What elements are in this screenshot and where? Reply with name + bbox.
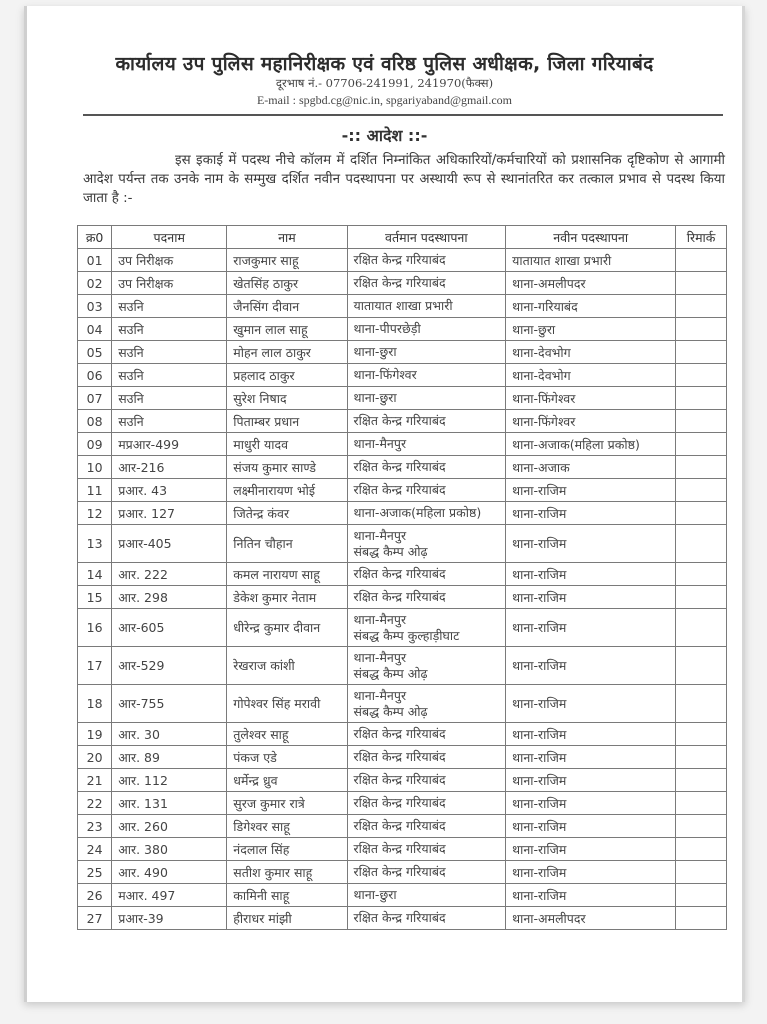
cell-new-posting: थाना-राजिम <box>506 479 676 502</box>
cell-new-posting: थाना-छुरा <box>506 318 676 341</box>
cell-serial: 08 <box>78 410 112 433</box>
cell-serial: 07 <box>78 387 112 410</box>
cell-post: आर-755 <box>112 685 227 723</box>
cell-name: हीराधर मांझी <box>227 907 347 930</box>
cell-name: कामिनी साहू <box>227 884 347 907</box>
cell-new-posting: थाना-अजाक <box>506 456 676 479</box>
cell-current-posting <box>347 525 506 563</box>
table-row <box>78 647 727 685</box>
cell-current-posting <box>347 249 506 272</box>
cell-post: आर. 490 <box>112 861 227 884</box>
cell-serial: 02 <box>78 272 112 295</box>
office-title: कार्यालय उप पुलिस महानिरीक्षक एवं वरिष्ठ पुलिस अधीक्षक, जिला गरियाबंद <box>115 53 654 75</box>
cell-remark <box>676 769 727 792</box>
current-posting-line: थाना-अजाक(महिला प्रकोष्ठ) <box>353 505 482 520</box>
column-header-current-posting: वर्तमान पदस्थापना <box>347 226 506 249</box>
cell-post: सउनि <box>112 364 227 387</box>
cell-serial: 13 <box>78 525 112 563</box>
table-row <box>78 609 727 647</box>
cell-remark <box>676 341 727 364</box>
cell-new-posting: थाना-फिंगेश्वर <box>506 387 676 410</box>
cell-name: जैनसिंग दीवान <box>227 295 347 318</box>
cell-remark <box>676 723 727 746</box>
cell-name: संजय कुमार साण्डे <box>227 456 347 479</box>
current-posting-line: रक्षित केन्द्र गरियाबंद <box>353 795 446 810</box>
cell-current-posting <box>347 792 506 815</box>
cell-serial: 22 <box>78 792 112 815</box>
table-row <box>78 815 727 838</box>
cell-post: आर. 298 <box>112 586 227 609</box>
cell-serial: 16 <box>78 609 112 647</box>
cell-remark <box>676 318 727 341</box>
cell-serial: 15 <box>78 586 112 609</box>
cell-current-posting <box>347 746 506 769</box>
cell-new-posting: थाना-फिंगेश्वर <box>506 410 676 433</box>
current-posting-line: रक्षित केन्द्र गरियाबंद <box>353 772 446 787</box>
cell-serial: 12 <box>78 502 112 525</box>
cell-current-posting <box>347 815 506 838</box>
current-posting-line: थाना-फिंगेश्वर <box>353 367 417 382</box>
cell-name: नितिन चौहान <box>227 525 347 563</box>
cell-post: आर. 131 <box>112 792 227 815</box>
cell-remark <box>676 364 727 387</box>
cell-new-posting: थाना-अमलीपदर <box>506 272 676 295</box>
cell-new-posting: थाना-राजिम <box>506 815 676 838</box>
cell-new-posting: थाना-राजिम <box>506 685 676 723</box>
header-divider <box>83 114 723 116</box>
cell-new-posting: थाना-राजिम <box>506 884 676 907</box>
cell-serial: 05 <box>78 341 112 364</box>
table-row <box>78 723 727 746</box>
current-posting-line: संबद्ध कैम्प ओढ़ <box>353 543 428 559</box>
table-row <box>78 364 727 387</box>
current-posting-line: रक्षित केन्द्र गरियाबंद <box>353 566 446 581</box>
cell-name: डिगेश्वर साहू <box>227 815 347 838</box>
cell-post: आर. 30 <box>112 723 227 746</box>
cell-name: पंकज एडे <box>227 746 347 769</box>
table-row <box>78 884 727 907</box>
table-row <box>78 861 727 884</box>
cell-remark <box>676 249 727 272</box>
cell-serial: 10 <box>78 456 112 479</box>
table-row <box>78 792 727 815</box>
cell-new-posting: थाना-राजिम <box>506 609 676 647</box>
cell-post: आर-216 <box>112 456 227 479</box>
cell-remark <box>676 479 727 502</box>
cell-post: आर-605 <box>112 609 227 647</box>
table-row <box>78 502 727 525</box>
cell-serial: 26 <box>78 884 112 907</box>
cell-post: प्रआर-39 <box>112 907 227 930</box>
cell-current-posting <box>347 838 506 861</box>
cell-serial: 18 <box>78 685 112 723</box>
cell-remark <box>676 410 727 433</box>
current-posting-line: थाना-मैनपुर <box>353 649 407 665</box>
table-row <box>78 586 727 609</box>
cell-current-posting <box>347 563 506 586</box>
cell-remark <box>676 884 727 907</box>
table-row <box>78 685 727 723</box>
cell-post: प्रआर. 127 <box>112 502 227 525</box>
column-header-post: पदनाम <box>112 226 227 249</box>
table-row <box>78 249 727 272</box>
table-header-row <box>78 226 727 249</box>
cell-remark <box>676 907 727 930</box>
cell-remark <box>676 456 727 479</box>
cell-new-posting: थाना-राजिम <box>506 838 676 861</box>
current-posting-line: यातायात शाखा प्रभारी <box>353 298 453 313</box>
cell-post: सउनि <box>112 318 227 341</box>
cell-current-posting <box>347 341 506 364</box>
current-posting-line: संबद्ध कैम्प ओढ़ <box>353 665 428 681</box>
order-paragraph <box>83 151 725 208</box>
cell-name: सुरज कुमार रात्रे <box>227 792 347 815</box>
cell-current-posting <box>347 769 506 792</box>
cell-current-posting <box>347 364 506 387</box>
cell-serial: 20 <box>78 746 112 769</box>
table-row <box>78 295 727 318</box>
cell-post: आर. 89 <box>112 746 227 769</box>
table-row <box>78 907 727 930</box>
cell-current-posting <box>347 456 506 479</box>
cell-name: सुरेश निषाद <box>227 387 347 410</box>
cell-remark <box>676 295 727 318</box>
cell-post: प्रआर-405 <box>112 525 227 563</box>
cell-current-posting <box>347 318 506 341</box>
cell-remark <box>676 433 727 456</box>
table-row <box>78 838 727 861</box>
cell-remark <box>676 685 727 723</box>
table-row <box>78 272 727 295</box>
cell-current-posting <box>347 609 506 647</box>
current-posting-line: रक्षित केन्द्र गरियाबंद <box>353 818 446 833</box>
table-row <box>78 746 727 769</box>
current-posting-line: थाना-छुरा <box>353 344 397 359</box>
column-header-remark: रिमार्क <box>676 226 727 249</box>
current-posting-line: रक्षित केन्द्र गरियाबंद <box>353 864 446 879</box>
cell-name: धीरेन्द्र कुमार दीवान <box>227 609 347 647</box>
cell-current-posting <box>347 272 506 295</box>
cell-serial: 06 <box>78 364 112 387</box>
current-posting-line: थाना-मैनपुर <box>353 527 407 543</box>
cell-post: आर-529 <box>112 647 227 685</box>
cell-current-posting <box>347 295 506 318</box>
cell-post: आर. 222 <box>112 563 227 586</box>
cell-name: कमल नारायण साहू <box>227 563 347 586</box>
cell-serial: 14 <box>78 563 112 586</box>
cell-name: खेतसिंह ठाकुर <box>227 272 347 295</box>
cell-serial: 19 <box>78 723 112 746</box>
cell-current-posting <box>347 907 506 930</box>
cell-current-posting <box>347 479 506 502</box>
current-posting-line: थाना-पीपरछेड़ी <box>353 321 421 336</box>
table-row <box>78 769 727 792</box>
cell-post: उप निरीक्षक <box>112 249 227 272</box>
cell-new-posting: थाना-राजिम <box>506 769 676 792</box>
cell-serial: 01 <box>78 249 112 272</box>
cell-current-posting <box>347 387 506 410</box>
cell-new-posting: थाना-अमलीपदर <box>506 907 676 930</box>
cell-serial: 23 <box>78 815 112 838</box>
current-posting-line: थाना-छुरा <box>353 390 397 405</box>
column-header-serial: क्र0 <box>78 226 112 249</box>
cell-current-posting <box>347 723 506 746</box>
current-posting-line: थाना-मैनपुर <box>353 611 407 627</box>
cell-name: रेखराज कांशी <box>227 647 347 685</box>
cell-current-posting <box>347 647 506 685</box>
cell-post: सउनि <box>112 410 227 433</box>
cell-new-posting: थाना-राजिम <box>506 525 676 563</box>
current-posting-line: रक्षित केन्द्र गरियाबंद <box>353 275 446 290</box>
current-posting-line: रक्षित केन्द्र गरियाबंद <box>353 482 446 497</box>
order-title: -:: आदेश ::- <box>341 126 428 145</box>
cell-current-posting <box>347 586 506 609</box>
cell-remark <box>676 525 727 563</box>
cell-name: तुलेश्वर साहू <box>227 723 347 746</box>
current-posting-line: रक्षित केन्द्र गरियाबंद <box>353 589 446 604</box>
cell-post: सउनि <box>112 295 227 318</box>
table-row <box>78 479 727 502</box>
cell-name: माधुरी यादव <box>227 433 347 456</box>
cell-post: मआर. 497 <box>112 884 227 907</box>
cell-new-posting: थाना-देवभोग <box>506 364 676 387</box>
cell-new-posting: यातायात शाखा प्रभारी <box>506 249 676 272</box>
current-posting-line: रक्षित केन्द्र गरियाबंद <box>353 841 446 856</box>
cell-current-posting <box>347 410 506 433</box>
cell-serial: 27 <box>78 907 112 930</box>
table-row <box>78 387 727 410</box>
cell-new-posting: थाना-राजिम <box>506 723 676 746</box>
cell-remark <box>676 647 727 685</box>
cell-name: लक्ष्मीनारायण भोई <box>227 479 347 502</box>
table-row <box>78 433 727 456</box>
cell-current-posting <box>347 433 506 456</box>
cell-serial: 25 <box>78 861 112 884</box>
cell-new-posting: थाना-राजिम <box>506 792 676 815</box>
cell-serial: 21 <box>78 769 112 792</box>
cell-remark <box>676 861 727 884</box>
current-posting-line: रक्षित केन्द्र गरियाबंद <box>353 726 446 741</box>
cell-name: प्रहलाद ठाकुर <box>227 364 347 387</box>
order-paragraph-text: इस इकाई में पदस्थ नीचे कॉलम में दर्शित निम्नांकित अधिकारियों/कर्मचारियों को प्रशासनिक दृष्टिकोण से आगामी आदेश पर्यन्त तक उनके नाम के सम्मुख दर्शित नवीन पदस्थापना पर अस्थायी रूप से स्थानांतरित कर तत्काल प्रभाव से पदस्थ किया जाता है :- <box>83 153 725 206</box>
current-posting-line: थाना-मैनपुर <box>353 687 407 703</box>
cell-remark <box>676 563 727 586</box>
cell-name: जितेन्द्र कंवर <box>227 502 347 525</box>
cell-remark <box>676 502 727 525</box>
current-posting-line: रक्षित केन्द्र गरियाबंद <box>353 910 446 925</box>
cell-new-posting: थाना-देवभोग <box>506 341 676 364</box>
current-posting-line: रक्षित केन्द्र गरियाबंद <box>353 252 446 267</box>
table-row <box>78 525 727 563</box>
cell-new-posting: थाना-राजिम <box>506 861 676 884</box>
transfer-table <box>77 225 727 930</box>
cell-current-posting <box>347 884 506 907</box>
cell-name: नंदलाल सिंह <box>227 838 347 861</box>
cell-name: मोहन लाल ठाकुर <box>227 341 347 364</box>
cell-new-posting: थाना-राजिम <box>506 746 676 769</box>
cell-serial: 24 <box>78 838 112 861</box>
cell-name: सतीश कुमार साहू <box>227 861 347 884</box>
table-row <box>78 410 727 433</box>
cell-name: डेकेश कुमार नेताम <box>227 586 347 609</box>
cell-serial: 04 <box>78 318 112 341</box>
cell-name: पिताम्बर प्रधान <box>227 410 347 433</box>
column-header-name: नाम <box>227 226 347 249</box>
cell-serial: 03 <box>78 295 112 318</box>
cell-serial: 09 <box>78 433 112 456</box>
cell-serial: 11 <box>78 479 112 502</box>
cell-post: सउनि <box>112 341 227 364</box>
cell-post: प्रआर. 43 <box>112 479 227 502</box>
table-row <box>78 456 727 479</box>
current-posting-line: रक्षित केन्द्र गरियाबंद <box>353 413 446 428</box>
cell-remark <box>676 838 727 861</box>
cell-post: उप निरीक्षक <box>112 272 227 295</box>
cell-new-posting: थाना-राजिम <box>506 502 676 525</box>
current-posting-line: थाना-छुरा <box>353 887 397 902</box>
current-posting-line: रक्षित केन्द्र गरियाबंद <box>353 749 446 764</box>
cell-name: गोपेश्वर सिंह मरावी <box>227 685 347 723</box>
cell-post: सउनि <box>112 387 227 410</box>
cell-post: आर. 112 <box>112 769 227 792</box>
office-phone: दूरभाष नं.- 07706-241991, 241970(फैक्स) <box>275 76 494 90</box>
cell-current-posting <box>347 861 506 884</box>
cell-current-posting <box>347 685 506 723</box>
cell-serial: 17 <box>78 647 112 685</box>
current-posting-line: संबद्ध कैम्प कुल्हाड़ीघाट <box>353 627 460 643</box>
cell-new-posting: थाना-अजाक(महिला प्रकोष्ठ) <box>506 433 676 456</box>
cell-name: धर्मेन्द्र ध्रुव <box>227 769 347 792</box>
office-email: E-mail : spgbd.cg@nic.in, spgariyaband@gmail.com <box>256 93 513 107</box>
current-posting-line: थाना-मैनपुर <box>353 436 407 451</box>
document-page <box>24 6 745 1002</box>
cell-new-posting: थाना-राजिम <box>506 586 676 609</box>
current-posting-line: संबद्ध कैम्प ओढ़ <box>353 703 428 719</box>
cell-name: खुमान लाल साहू <box>227 318 347 341</box>
cell-remark <box>676 609 727 647</box>
cell-remark <box>676 746 727 769</box>
cell-post: मप्रआर-499 <box>112 433 227 456</box>
cell-new-posting: थाना-राजिम <box>506 647 676 685</box>
cell-remark <box>676 387 727 410</box>
cell-new-posting: थाना-गरियाबंद <box>506 295 676 318</box>
cell-new-posting: थाना-राजिम <box>506 563 676 586</box>
table-row <box>78 563 727 586</box>
table-row <box>78 318 727 341</box>
cell-post: आर. 380 <box>112 838 227 861</box>
table-body <box>78 249 727 930</box>
column-header-new-posting: नवीन पदस्थापना <box>506 226 676 249</box>
cell-current-posting <box>347 502 506 525</box>
table-row <box>78 341 727 364</box>
cell-name: राजकुमार साहू <box>227 249 347 272</box>
cell-remark <box>676 815 727 838</box>
cell-post: आर. 260 <box>112 815 227 838</box>
cell-remark <box>676 792 727 815</box>
cell-remark <box>676 272 727 295</box>
current-posting-line: रक्षित केन्द्र गरियाबंद <box>353 459 446 474</box>
cell-remark <box>676 586 727 609</box>
